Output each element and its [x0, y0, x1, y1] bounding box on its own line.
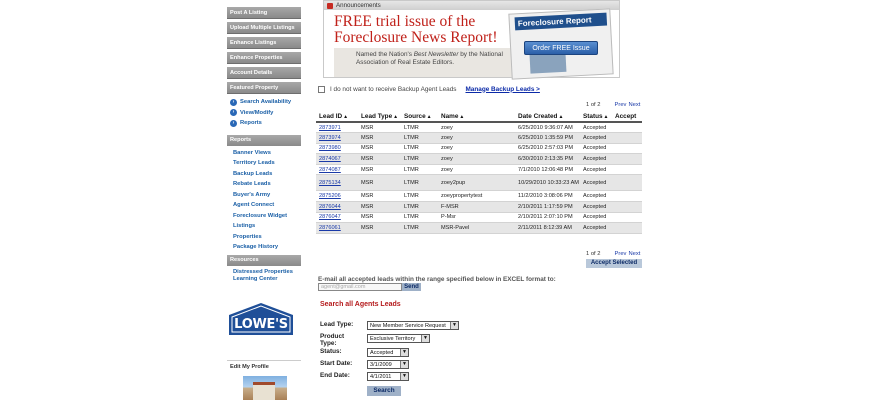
status-row	[320, 348, 409, 357]
next-page-link[interactable]: Next	[628, 102, 641, 108]
send-button[interactable]: Send	[402, 283, 421, 291]
chevron-down-icon: ▼	[400, 349, 408, 356]
order-free-issue-button[interactable]: Order FREE Issue	[524, 41, 598, 55]
featured-property-button[interactable]: Featured Property	[227, 82, 301, 94]
lead-type-row	[320, 321, 459, 330]
arrow-icon: ›	[230, 99, 237, 106]
search-button[interactable]: Search	[367, 386, 401, 396]
sidebar	[227, 0, 301, 285]
lead-type-select[interactable]: New Member Service Request ▼	[367, 321, 459, 330]
sidebar-item-rebate-leads[interactable]: Rebate Leads	[233, 181, 271, 187]
sidebar-item-buyers-army[interactable]: Buyer's Army	[233, 191, 271, 198]
prev-page-link[interactable]: Prev	[614, 102, 627, 108]
table-header-row	[316, 111, 642, 122]
end-date-label: End Date:	[320, 372, 350, 379]
col-accept: Accept	[612, 111, 642, 122]
email-input[interactable]: agent@gmail.com	[318, 283, 402, 291]
reports-header: Reports	[227, 135, 301, 146]
lead-id-link[interactable]: 2873971	[319, 124, 341, 131]
sidebar-item-view-modify[interactable]: › View/Modify	[230, 108, 301, 119]
col-lead-type[interactable]: Lead Type▲	[358, 111, 401, 122]
col-name[interactable]: Name▲	[438, 111, 515, 122]
sidebar-item-reports[interactable]: › Reports	[230, 118, 301, 129]
edit-profile-box	[227, 360, 301, 400]
chevron-down-icon: ▼	[450, 322, 458, 329]
chevron-down-icon: ▼	[421, 335, 429, 342]
logo-text: LOWE'S	[234, 317, 288, 332]
sidebar-item-properties[interactable]: Properties	[233, 233, 262, 240]
table-row: 2876061 MSR LTMR MSR-Pavel 2/11/2011 8:12:39 AM Accepted	[316, 223, 642, 234]
sidebar-item-territory-leads[interactable]: Territory Leads	[233, 160, 275, 166]
backup-leads-checkbox[interactable]	[318, 86, 325, 93]
sidebar-item-banner-views[interactable]: Banner Views	[233, 149, 271, 156]
start-date-row	[320, 360, 409, 369]
accept-selected-button[interactable]: Accept Selected	[586, 259, 642, 268]
col-lead-id[interactable]: Lead ID▲	[316, 111, 358, 122]
profile-photo[interactable]	[243, 376, 287, 400]
lead-id-link[interactable]: 2875206	[319, 193, 341, 200]
announcements-bar: Announcements	[324, 1, 619, 10]
banner-subtext: Named the Nation's Best Newsletter by the National Association of Real Estate Editors.	[334, 48, 512, 77]
lowes-logo[interactable]	[227, 302, 295, 336]
edit-profile-label[interactable]: Edit My Profile	[230, 364, 269, 370]
pager-bottom	[586, 251, 642, 257]
sidebar-item-agent-connect[interactable]: Agent Connect	[233, 202, 275, 208]
table-row: 2876044 MSR LTMR F-MSR 2/10/2011 1:17:59 PM Accepted	[316, 202, 642, 213]
table-row: 2873974 MSR LTMR zoey 6/25/2010 1:35:59 PM Accepted	[316, 133, 642, 144]
chevron-down-icon: ▼	[400, 361, 408, 368]
account-details-button[interactable]: Account Details	[227, 67, 301, 79]
col-status[interactable]: Status▲	[580, 111, 612, 122]
product-type-row	[320, 333, 430, 347]
banner-headline: FREE trial issue of the Foreclosure News Report!	[334, 13, 498, 46]
prev-page-link[interactable]: Prev	[614, 251, 627, 257]
enhance-listings-button[interactable]: Enhance Listings	[227, 37, 301, 49]
announcement-banner[interactable]	[323, 0, 620, 78]
table-row: 2874087 MSR LTMR zoey 7/1/2010 12:06:48 PM Accepted	[316, 164, 642, 175]
post-listing-button[interactable]: Post A Listing	[227, 7, 301, 19]
sidebar-item-foreclosure-widget[interactable]: Foreclosure Widget	[233, 212, 288, 219]
sidebar-item-backup-leads[interactable]: Backup Leads	[233, 170, 273, 177]
end-date-row	[320, 372, 409, 381]
start-date-select[interactable]: 3/1/2009 ▼	[367, 360, 409, 369]
magazine-title: Foreclosure Report	[515, 13, 608, 31]
chevron-down-icon: ▼	[400, 373, 408, 380]
sidebar-item-distressed-properties[interactable]: Distressed Properties Learning Center	[233, 268, 293, 282]
product-type-label: Product Type:	[320, 333, 345, 347]
pager-top	[586, 102, 642, 108]
table-row: 2875206 MSR LTMR zoeypropertytest 11/2/2010 3:08:06 PM Accepted	[316, 191, 642, 202]
backup-leads-checkbox-label: I do not want to receive Backup Agent Leads	[330, 85, 457, 93]
resources-header: Resources	[227, 255, 301, 266]
backup-leads-options	[318, 84, 540, 94]
lead-id-link[interactable]: 2874087	[319, 166, 341, 173]
end-date-select[interactable]: 4/1/2011 ▼	[367, 372, 409, 381]
email-leads-label: E-mail all accepted leads within the range specified below in EXCEL format to:	[318, 276, 556, 283]
table-row: 2874067 MSR LTMR zoey 6/30/2010 2:13:35 PM Accepted	[316, 154, 642, 165]
enhance-properties-button[interactable]: Enhance Properties	[227, 52, 301, 64]
lead-id-link[interactable]: 2874067	[319, 156, 341, 163]
page-count: 1 of 2	[586, 102, 601, 108]
search-leads-title: Search all Agents Leads	[320, 301, 401, 308]
lead-id-link[interactable]: 2876061	[319, 225, 341, 232]
upload-multiple-listings-button[interactable]: Upload Multiple Listings	[227, 22, 301, 34]
start-date-label: Start Date:	[320, 360, 353, 367]
featured-property-menu	[227, 97, 301, 129]
lead-id-link[interactable]: 2875134	[319, 179, 341, 186]
status-label: Status:	[320, 348, 342, 355]
sidebar-item-package-history[interactable]: Package History	[233, 244, 279, 250]
page-count: 1 of 2	[586, 251, 601, 257]
reports-menu	[227, 148, 301, 253]
manage-backup-leads-link[interactable]: Manage Backup Leads >	[465, 85, 540, 93]
lead-id-link[interactable]: 2876044	[319, 203, 341, 210]
table-row: 2876047 MSR LTMR P-Msr 2/10/2011 2:07:10 PM Accepted	[316, 212, 642, 223]
col-source[interactable]: Source▲	[401, 111, 438, 122]
lead-id-link[interactable]: 2873980	[319, 145, 341, 152]
arrow-icon: ›	[230, 120, 237, 127]
lead-id-link[interactable]: 2873974	[319, 134, 341, 141]
sidebar-item-search-availability[interactable]: › Search Availability	[230, 97, 301, 108]
announcement-icon	[327, 3, 333, 9]
product-type-select[interactable]: Exclusive Territory ▼	[367, 334, 430, 343]
resources-menu	[227, 269, 301, 283]
lead-id-link[interactable]: 2876047	[319, 214, 341, 221]
lead-type-label: Lead Type:	[320, 321, 354, 328]
table-row: 2873980 MSR LTMR zoey 6/25/2010 2:57:03 PM Accepted	[316, 143, 642, 154]
status-select[interactable]: Accepted ▼	[367, 348, 409, 357]
leads-table	[316, 111, 642, 234]
next-page-link[interactable]: Next	[628, 251, 641, 257]
table-row: 2873971 MSR LTMR zoey 6/25/2010 9:36:07 AM Accepted	[316, 122, 642, 133]
col-date-created[interactable]: Date Created▲	[515, 111, 580, 122]
table-row: 2875134 MSR LTMR zoey2pup 10/29/2010 10:33:23 AM Accepted	[316, 175, 642, 191]
arrow-icon: ›	[230, 109, 237, 116]
sidebar-item-listings[interactable]: Listings	[233, 223, 256, 229]
